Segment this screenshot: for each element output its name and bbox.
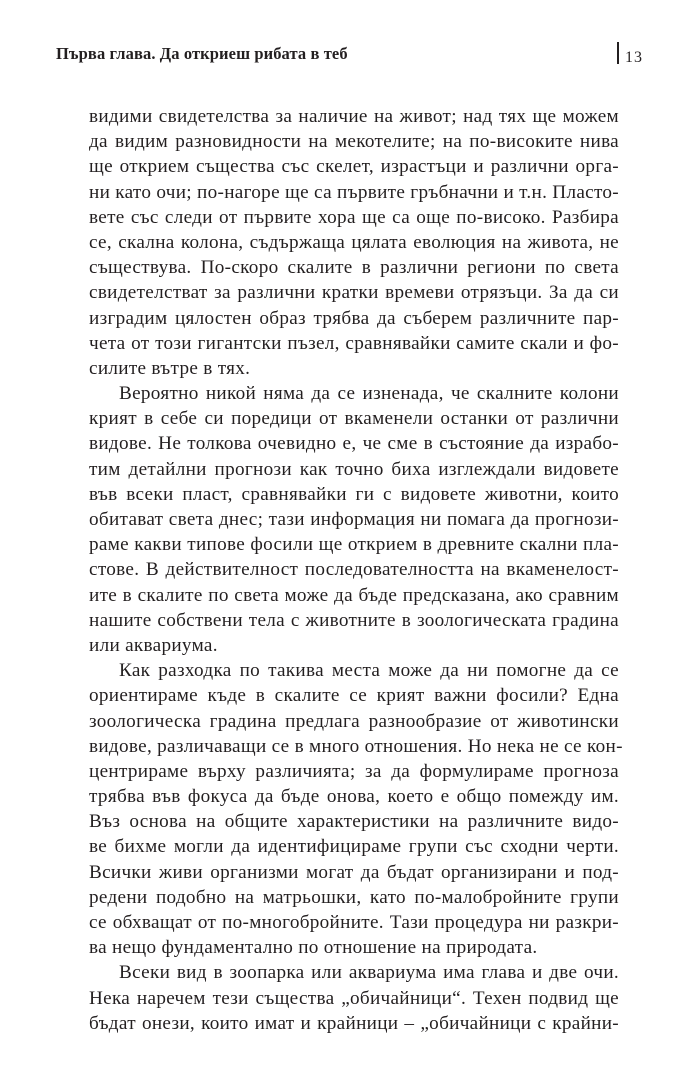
text-line: обитават света днес; тази информация ни помага да прогнози- [89,509,619,530]
body-text [89,104,623,1036]
paragraph [89,960,619,1036]
text-line: крият в себе си поредици от вкаменели останки от различни [89,408,619,430]
text-line: Вероятно никой няма да се изненада, че скалните колони [119,383,619,405]
text-line: изградим цялостен образ трябва да съберем различните пар- [89,307,619,329]
text-line: ва нещо фундаментално по отношение на природата. [89,937,538,959]
text-line: Нека наречем тези същества „обичайници“. Техен подвид ще [89,987,619,1009]
text-line: съществува. По-скоро скалите в различни региони по света [89,257,619,279]
text-line: центрираме върху различията; за да формулираме прогноза [89,760,619,782]
paragraph [89,104,619,381]
text-line: се обхващат от по-многобройните. Тази процедура ни разкри- [89,912,619,933]
paragraph [89,381,619,658]
text-line: ите в скалите по света може да бъде предсказана, ако сравним [89,584,619,606]
page-number: 13 [625,49,643,66]
text-line: ве бихме могли да идентифицираме групи със сходни черти. [89,836,619,858]
text-line: във всеки пласт, сравнявайки ги с видовете животни, които [89,483,619,505]
text-line: видове, различаващи се в много отношения. Но нека не се кон- [89,735,623,757]
text-line: зоологическа градина предлага разнообразие от животински [89,710,619,732]
text-line: да видим разновидности на мекотелите; на по-високите нива [89,131,619,153]
text-line: се, скална колона, съдържаща цялата еволюция на живота, не [89,231,619,253]
text-line: трябва във фокуса да бъде онова, което е общо помежду им. [89,786,619,808]
text-line: стове. В действителност последователността на вкаменелост- [89,559,619,581]
text-line: Всеки вид в зоопарка или аквариума има глава и две очи. [119,962,619,984]
text-line: ориентираме къде в скалите се крият важни фосили? Една [89,685,619,707]
text-line: силите вътре в тях. [89,357,251,379]
running-head: Първа глава. Да откриеш рибата в теб [56,44,348,63]
text-line: свидетелстват за различни кратки времеви отрязъци. За да си [89,282,619,304]
paragraph [89,658,623,960]
text-line: ще открием същества със скелет, израстъци и различни орга- [89,156,619,178]
text-line: Въз основа на общите характеристики на различните видо- [89,811,619,833]
text-line: тим детайлни прогнози как точно биха изглеждали видовете [89,458,619,480]
text-line: раме какви типове фосили ще открием в древните скални пла- [89,534,619,556]
text-line: видими свидетелства за наличие на живот; над тях ще можем [89,106,619,127]
text-line: Всички живи организми могат да бъдат организирани и под- [89,861,619,883]
text-line: бъдат онези, които имат и крайници – „обичайници с крайни- [89,1012,619,1034]
text-line: редени подобно на матрьошки, като по-малобройните групи [89,886,619,908]
text-line: чета от този гигантски пъзел, сравнявайки самите скали и фо- [89,332,619,354]
text-line: нашите собствени тела с животните в зоологическата градина [89,609,619,631]
text-line: или аквариума. [89,634,218,656]
text-line: Как разходка по такива места може да ни помогне да се [119,660,619,682]
text-line: видове. Не толкова очевидно е, че сме в състояние да израбо- [89,433,619,455]
text-line: ни като очи; по-нагоре ще са първите гръбначни и т.н. Пласто- [89,181,619,203]
text-line: вете със следи от първите хора ще са още по-високо. Разбира [89,206,619,228]
page-number-rule [617,42,619,64]
